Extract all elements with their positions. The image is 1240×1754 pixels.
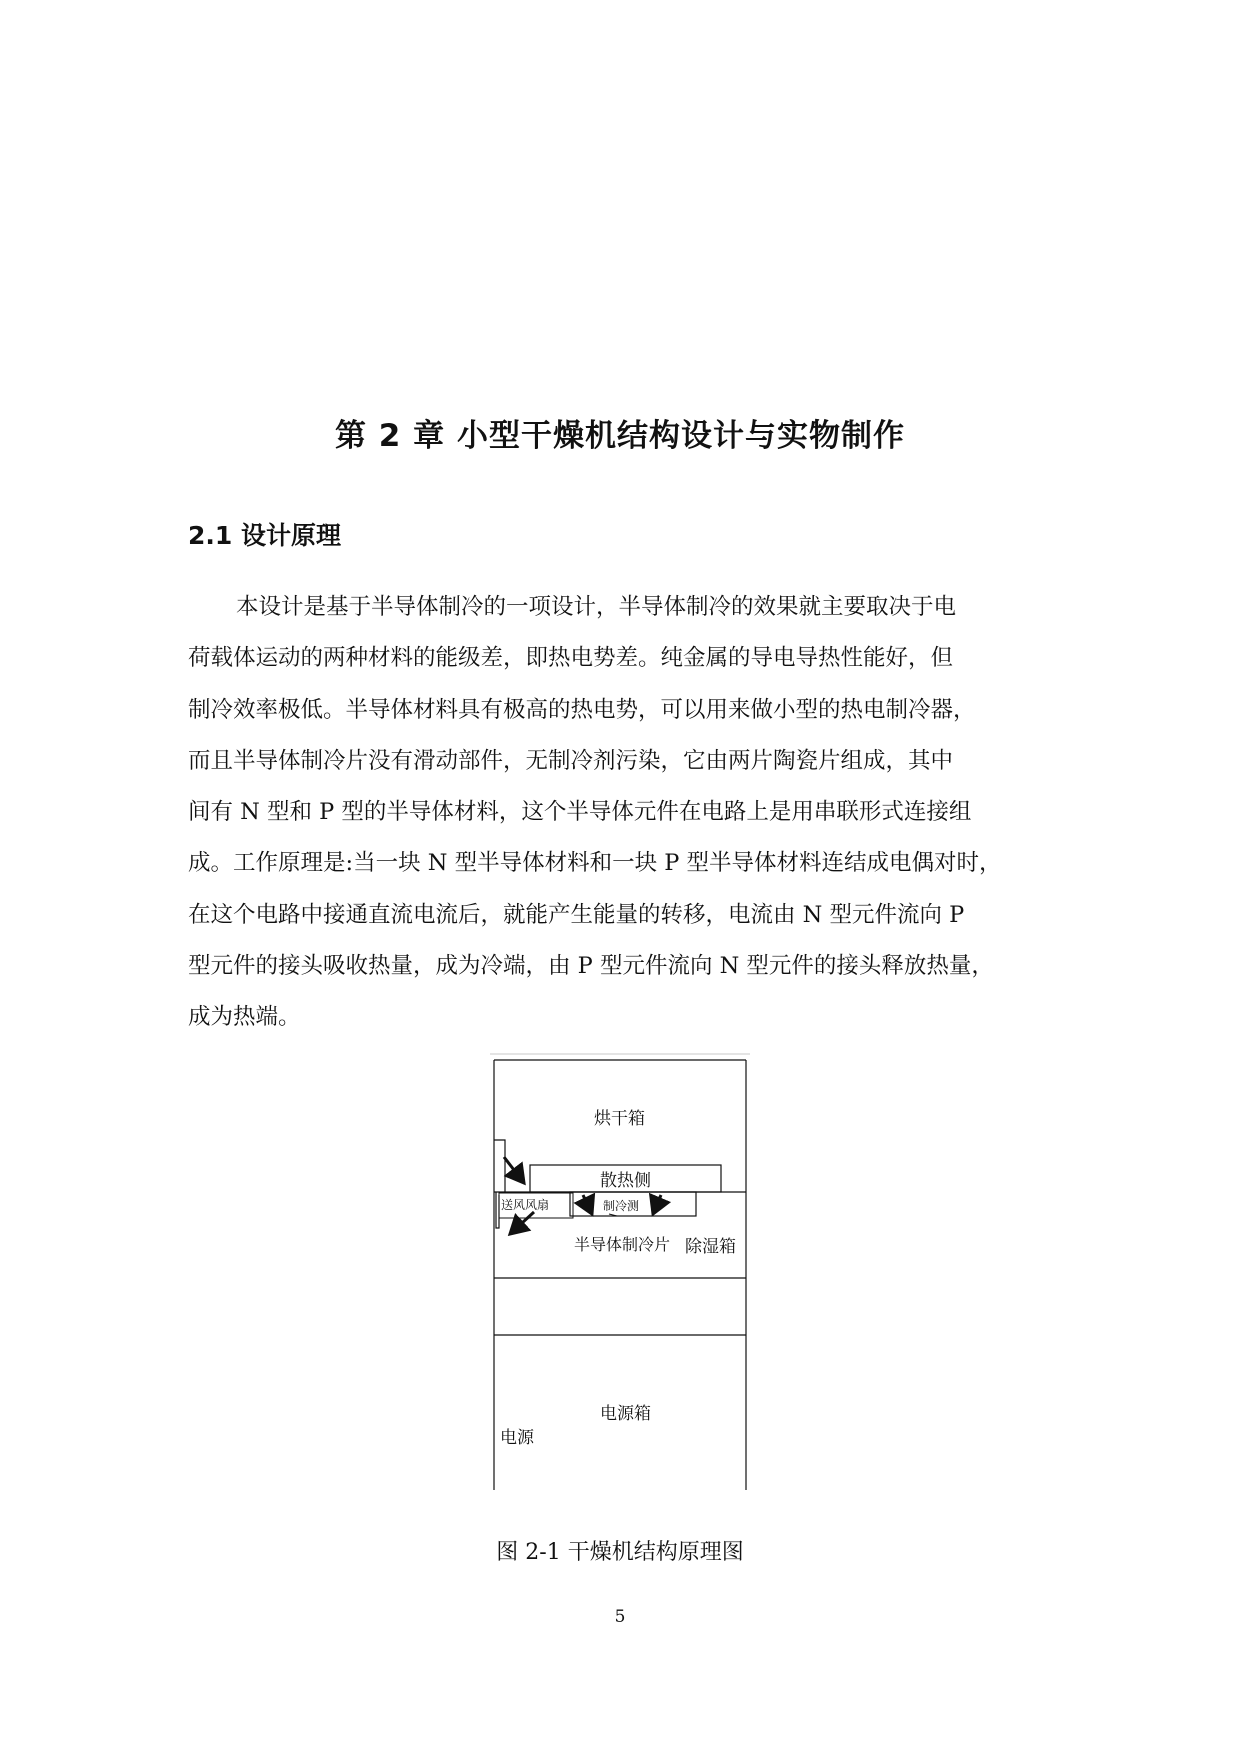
arrow-peltier-left	[583, 1195, 592, 1214]
body-line: 本设计是基于半导体制冷的一项设计，半导体制冷的效果就主要取决于电	[236, 594, 957, 620]
label-blower: 送风风扇	[501, 1198, 550, 1212]
page-number: 5	[614, 1607, 626, 1627]
label-peltier: 半导体制冷片	[574, 1235, 671, 1254]
label-cold-side: 制冷测	[603, 1199, 640, 1213]
body-line: 成。工作原理是:当一块 N 型半导体材料和一块 P 型半导体材料连结成电偶对时，	[188, 850, 1002, 877]
section-heading: 2.1 设计原理	[188, 521, 341, 550]
figure-caption: 图 2-1 干燥机结构原理图	[496, 1540, 744, 1565]
label-dehumidifier-box: 除湿箱	[685, 1237, 736, 1257]
body-line: 间有 N 型和 P 型的半导体材料，这个半导体元件在电路上是用串联形式连接组	[188, 799, 972, 826]
body-line: 荷载体运动的两种材料的能级差，即热电势差。纯金属的导电导热性能好，但	[188, 645, 954, 672]
dryer-structure-diagram	[480, 1052, 760, 1482]
label-drying-box: 烘干箱	[594, 1109, 645, 1129]
label-heat-sink-side: 散热侧	[600, 1171, 651, 1191]
label-power-box: 电源箱	[600, 1404, 651, 1424]
arrow-air-from-blower	[510, 1212, 534, 1234]
chapter-title: 第 2 章 小型干燥机结构设计与实物制作	[335, 418, 905, 454]
body-line: 成为热端。	[188, 1004, 301, 1031]
arrow-peltier-right	[653, 1195, 661, 1214]
body-line: 型元件的接头吸收热量，成为冷端，由 P 型元件流向 N 型元件的接头释放热量，	[188, 953, 994, 980]
body-paragraph	[188, 582, 1058, 1044]
label-power-supply: 电源	[500, 1428, 534, 1448]
fan-bracket-upper	[494, 1140, 505, 1192]
body-line: 制冷效率极低。半导体材料具有极高的热电势，可以用来做小型的热电制冷器，	[188, 696, 976, 723]
body-line: 而且半导体制冷片没有滑动部件，无制冷剂污染，它由两片陶瓷片组成，其中	[188, 747, 954, 774]
body-line: 在这个电路中接通直流电流后，就能产生能量的转移，电流由 N 型元件流向 P	[188, 901, 965, 928]
arrow-air-to-heatsink	[504, 1157, 524, 1183]
